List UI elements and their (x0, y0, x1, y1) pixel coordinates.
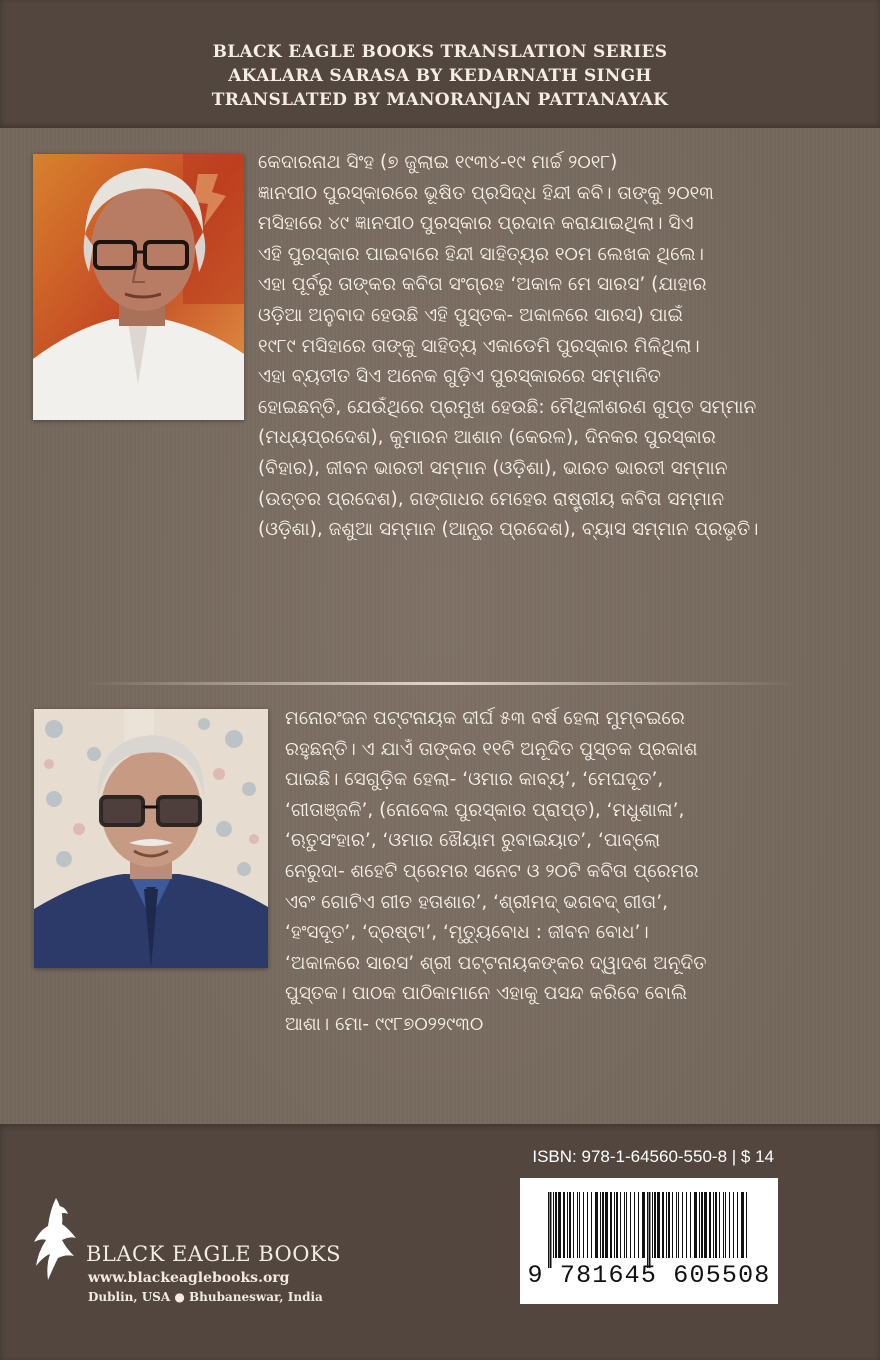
author-bio-line: ଏହି ପୁରସ୍କାର ପାଇବାରେ ହିନ୍ଦୀ ସାହିତ୍ୟର ୧୦ମ ଲେଖକ ଥିଲେ। (258, 243, 704, 265)
barcode-bar (591, 1192, 592, 1258)
translator-bio (285, 704, 781, 1041)
author-bio-line: ମସିହାରେ ୪୯ ଜ୍ଞାନପୀଠ ପୁରସ୍କାର ପ୍ରଦାନ କରାଯାଇଥିଲା। ସିଏ (258, 213, 694, 235)
barcode-bar (624, 1192, 625, 1258)
author-bio-line: (ଓଡ଼ିଶା), ଜଶୁଆ ସମ୍ମାନ (ଆନ୍ଧ୍ର ପ୍ରଦେଶ), ବ୍ୟାସ ସମ୍ମାନ ପ୍ରଭୃତି। (258, 519, 759, 541)
barcode-bar (719, 1192, 720, 1258)
translator-bio-line: ଆଶା। ମୋ- ୯୯୮୭୦୨୨୯୩୦ (285, 1013, 484, 1035)
barcode-bar (746, 1192, 747, 1258)
barcode-guard-bar (550, 1192, 552, 1268)
author-bio-line: (ବିହାର), ଜୀବନ ଭାରତୀ ସମ୍ମାନ (ଓଡ଼ିଶା), ଭାରତ ଭାରତୀ ସମ୍ମାନ (258, 457, 728, 479)
translator-bio-line: ପୁସ୍ତକ। ପାଠକ ପାଠିକାମାନେ ଏହାକୁ ପସନ୍ଦ କରିବେ ବୋଲି (285, 983, 688, 1005)
barcode-bar (558, 1192, 561, 1258)
barcode-bar (694, 1192, 697, 1258)
translator-bio-line: ‘ଗୀତାଞ୍ଜଳି’, (ନୋବେଲ ପୁରସ୍କାର ପ୍ରାପ୍ତ), ‘ମଧୁଶାଳା’, (285, 799, 685, 821)
barcode-bar (567, 1192, 568, 1258)
translator-bio-line: ରହୁଛନ୍ତି। ଏ ଯାଏଁ ତାଙ୍କର ୧୧ଟି ଅନୂଦିତ ପୁସ୍ତକ ପ୍ରକାଶ (285, 738, 698, 760)
barcode-bar (587, 1192, 588, 1258)
barcode-bar (610, 1192, 612, 1258)
translator-photo (34, 709, 268, 968)
barcode-bar (709, 1192, 711, 1258)
barcode-bar (715, 1192, 717, 1258)
translator-line: TRANSLATED BY MANORANJAN PATTANAYAK (211, 90, 669, 110)
barcode-bar (682, 1192, 683, 1258)
barcode-bar (713, 1192, 714, 1258)
barcode-bar (657, 1192, 660, 1258)
barcode-bar (579, 1192, 580, 1258)
barcode-bar (686, 1192, 687, 1258)
barcode-bar (630, 1192, 631, 1258)
barcode-bar (704, 1192, 707, 1258)
translator-bio-line: ନେରୁଦା- ଶହେଟି ପ୍ରେମର ସନେଟ ଓ ୨୦ଟି କବିତା ପ୍ରେମର (285, 860, 699, 882)
header-band (0, 0, 880, 128)
author-bio-line: (ମଧ୍ୟପ୍ରଦେଶ), କୁମାରନ ଆଶାନ (କେରଳ), ଦିନକର ପୁରସ୍କାର (258, 427, 716, 449)
barcode-bar (583, 1192, 584, 1258)
barcode-bar (672, 1192, 673, 1258)
eagle-logo-icon (30, 1196, 80, 1284)
barcode-bar (616, 1192, 618, 1258)
barcode-bar (638, 1192, 639, 1258)
author-bio-line: ହୋଇଛନ୍ତି, ଯେଉଁଥିରେ ପ୍ରମୁଖ ହେଉଛି: ମୈଥିଳୀଶରଣ ଗୁପ୍ତ ସମ୍ମାନ (258, 396, 757, 418)
barcode-bar (569, 1192, 571, 1258)
barcode-bar (690, 1192, 691, 1258)
book-title-line: AKALARA SARASA BY KEDARNATH SINGH (228, 66, 652, 86)
translator-bio-line: ‘ଋତୁସଂହାର’, ‘ଓମାର ଖୈୟାମ ରୁବାଇୟାତ’, ‘ପାବ୍ଲୋ (285, 830, 661, 852)
barcode-bar (668, 1192, 670, 1258)
barcode-bar (741, 1192, 744, 1258)
barcode-bar (626, 1192, 627, 1258)
author-bio-line: ଓଡ଼ିଆ ଅନୁବାଦ ହେଉଛି ଏହି ପୁସ୍ତକ- ଅକାଳରେ ସାରସ) ପାଇଁ (258, 304, 684, 326)
author-bio-line: (ଉତ୍ତର ପ୍ରଦେଶ), ଗଙ୍ଗାଧର ମେହେର ରାଷ୍ଟ୍ରୀୟ କବିତା ସମ୍ମାନ (258, 488, 725, 510)
author-bio (258, 148, 779, 546)
barcode-bar (737, 1192, 738, 1258)
section-divider (84, 682, 796, 685)
author-bio-line: ଏହା ପୂର୍ବରୁ ତାଙ୍କର କବିତା ସଂଗ୍ରହ ‘ଅକାଳ ମେ ସାରସ’ (ଯାହାର (258, 274, 707, 296)
barcode-bar (723, 1192, 724, 1258)
translator-bio-line: ମନୋରଂଜନ ପଟ୍ଟନାୟକ ଦୀର୍ଘ ୫୩ ବର୍ଷ ହେଲା ମୁମ୍ବଇରେ (285, 708, 685, 729)
barcode-bar (676, 1192, 677, 1258)
barcode-bar (654, 1192, 656, 1258)
publisher-location: Dublin, USA ● Bhubaneswar, India (88, 1290, 323, 1304)
author-bio-line: କେଦାରନାଥ ସିଂହ (୭ ଜୁଲାଇ ୧୯୩୪-୧୯ ମାର୍ଚ୍ଚ ୨୦୧୮) (258, 152, 618, 173)
barcode-bar (662, 1192, 664, 1258)
barcode (520, 1178, 778, 1304)
author-bio-line: ଜ୍ଞାନପୀଠ ପୁରସ୍କାରରେ ଭୂଷିତ ପ୍ରସିଦ୍ଧ ହିନ୍ଦୀ କବି। ତାଙ୍କୁ ୨୦୧୩ (258, 182, 714, 204)
barcode-bars (520, 1178, 778, 1268)
series-title: BLACK EAGLE BOOKS TRANSLATION SERIES (212, 42, 668, 62)
translator-bio-line: ‘ହଂସଦୂତ’, ‘ଦ୍ରଷ୍ଟା’, ‘ମୃତ୍ୟୁବୋଧ : ଜୀବନ ବୋଧ’। (285, 922, 649, 944)
barcode-bar (733, 1192, 734, 1258)
barcode-bar (577, 1192, 578, 1258)
barcode-guard-bar (548, 1192, 550, 1268)
barcode-bar (605, 1192, 608, 1258)
translator-bio-line: ‘ଅକାଳରେ ସାରସ’ ଶ୍ରୀ ପଟ୍ଟନାୟକଙ୍କର ଦ୍ୱାଦଶ ଅନୂଦିତ (285, 952, 707, 974)
translator-bio-line: ଏବଂ ଗୋଟିଏ ଗୀତ ହତାଶାର’, ‘ଶ୍ରୀମଦ୍ ଭଗବଦ୍ ଗୀତା’, (285, 891, 668, 913)
barcode-bar (725, 1192, 726, 1258)
barcode-bar (602, 1192, 604, 1258)
barcode-bar (614, 1192, 615, 1258)
barcode-bar (600, 1192, 601, 1258)
publisher-url[interactable]: www.blackeaglebooks.org (88, 1270, 290, 1286)
barcode-bar (553, 1192, 554, 1258)
barcode-bar (729, 1192, 730, 1258)
barcode-bar (701, 1192, 703, 1258)
barcode-bar (555, 1192, 557, 1258)
barcode-bar (642, 1192, 645, 1258)
translator-bio-line: ପାଇଛି। ସେଗୁଡ଼ିକ ହେଲା- ‘ଓମାର କାବ୍ୟ’, ‘ମେଘଦୂତ’, (285, 769, 664, 791)
barcode-guard-bar (649, 1192, 651, 1268)
author-bio-line: ୧୯୮୯ ମସିହାରେ ତାଙ୍କୁ ସାହିତ୍ୟ ଏକାଡେମି ପୁରସ୍କାର ମିଳିଥିଲା। (258, 335, 700, 357)
barcode-guard-bar (647, 1192, 649, 1268)
author-photo (33, 154, 244, 420)
barcode-bar (620, 1192, 621, 1258)
author-bio-line: ଏହା ବ୍ୟତୀତ ସିଏ ଅନେକ ଗୁଡ଼ିଏ ପୁରସ୍କାରରେ ସମ୍ମାନିତ (258, 366, 661, 388)
barcode-bar (595, 1192, 598, 1258)
barcode-bar (573, 1192, 574, 1258)
isbn-price: ISBN: 978-1-64560-550-8 | $ 14 (532, 1147, 774, 1166)
barcode-bar (666, 1192, 667, 1258)
barcode-bar (634, 1192, 635, 1258)
barcode-bar (652, 1192, 653, 1258)
barcode-bar (563, 1192, 565, 1258)
barcode-digits: 9 781645 605508 (527, 1261, 771, 1290)
barcode-bar (699, 1192, 700, 1258)
barcode-bar (678, 1192, 679, 1258)
publisher-name: BLACK EAGLE BOOKS (86, 1242, 342, 1266)
